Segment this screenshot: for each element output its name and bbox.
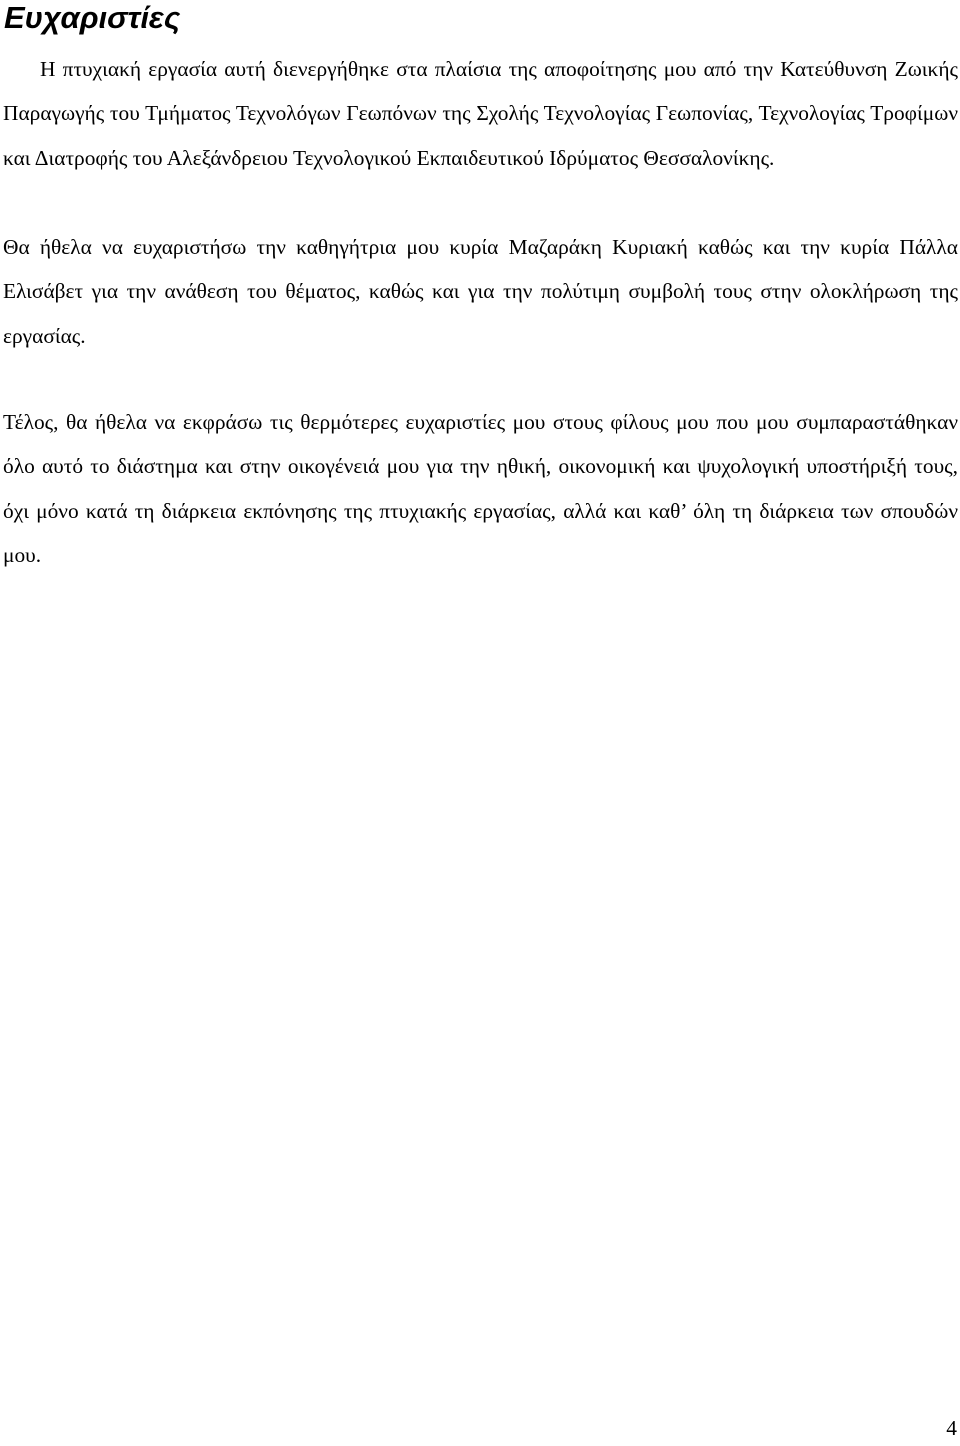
page-number: 4 bbox=[946, 1416, 957, 1440]
paragraph-thanks-supervisors: Θα ήθελα να ευχαριστήσω την καθηγήτρια μου κυρία Μαζαράκη Κυριακή καθώς και την κυρία Πάλλα Ελισάβετ για την ανάθεση του θέματος, καθώς και για την πολύτιμη συμβολή τους στην ολοκλήρωση της εργασίας. bbox=[3, 235, 958, 348]
page-title: Ευχαριστίες bbox=[4, 0, 181, 35]
paragraph-thesis-context: Η πτυχιακή εργασία αυτή διενεργήθηκε στα πλαίσια της αποφοίτησης μου από την Κατεύθυνση Ζωικής Παραγωγής του Τμήματος Τεχνολόγων Γεωπόνων της Σχολής Τεχνολογίας Γεωπονίας, Τεχνολογίας Τροφίμων και Διατροφής του Αλεξάνδρειου Τεχνολογικού Εκπαιδευτικού Ιδρύματος Θεσσαλονίκης. bbox=[3, 57, 958, 170]
paragraph-thanks-friends-family: Τέλος, θα ήθελα να εκφράσω τις θερμότερες ευχαριστίες μου στους φίλους μου που μου συμπαραστάθηκαν όλο αυτό το διάστημα και στην οικογένειά μου για την ηθική, οικονομική και ψυχολογική υποστήριξή τους, όχι μόνο κατά τη διάρκεια εκπόνησης της πτυχιακής εργασίας, αλλά και καθ’ όλη τη διάρκεια των σπουδών μου. bbox=[3, 410, 958, 568]
